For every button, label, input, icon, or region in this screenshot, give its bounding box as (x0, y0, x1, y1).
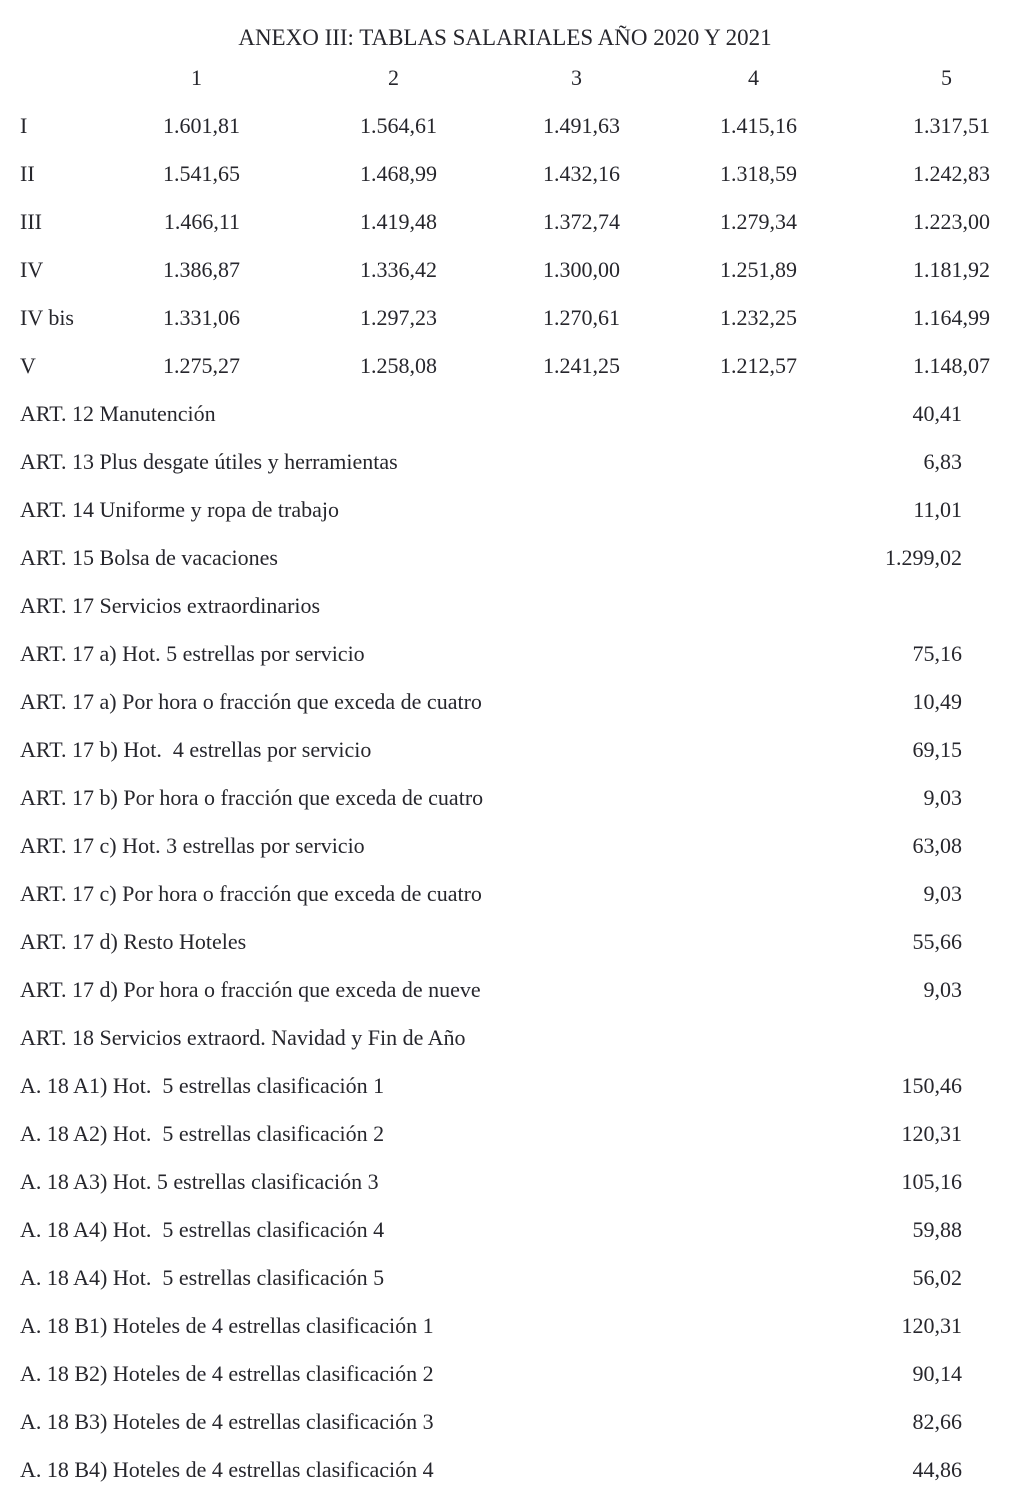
article-value: 63,08 (912, 833, 962, 858)
article-value: 150,46 (901, 1073, 962, 1098)
article-value: 56,02 (912, 1265, 962, 1290)
salary-cell: 1.297,23 (360, 305, 437, 330)
article-row (20, 1158, 990, 1206)
article-row (20, 438, 990, 486)
article-value: 90,14 (912, 1361, 962, 1386)
salary-cell: 1.241,25 (543, 353, 620, 378)
salary-cell: 1.223,00 (913, 209, 990, 234)
salary-cell: 1.336,42 (360, 257, 437, 282)
article-value: 9,03 (923, 881, 962, 906)
salary-row (20, 150, 990, 198)
salary-row (20, 198, 990, 246)
article-label: ART. 17 c) Por hora o fracción que exceda de cuatro (20, 881, 482, 906)
salary-cell: 1.242,83 (913, 161, 990, 186)
salary-cell: 1.212,57 (720, 353, 797, 378)
article-value: 120,31 (901, 1121, 962, 1146)
salary-cell: 1.275,27 (163, 353, 240, 378)
column-header: 1 (191, 65, 202, 90)
page-title: ANEXO III: TABLAS SALARIALES AÑO 2020 Y 2021 (238, 25, 772, 50)
salary-cell: 1.318,59 (720, 161, 797, 186)
salary-cell: 1.541,65 (163, 161, 240, 186)
article-label: A. 18 A4) Hot. 5 estrellas clasificación 4 (20, 1217, 385, 1242)
salary-cell: 1.279,34 (720, 209, 797, 234)
article-label: ART. 13 Plus desgate útiles y herramientas (20, 449, 398, 474)
salary-cell: 1.386,87 (163, 257, 240, 282)
article-label: ART. 17 a) Por hora o fracción que exceda de cuatro (20, 689, 482, 714)
article-label: A. 18 B2) Hoteles de 4 estrellas clasificación 2 (20, 1361, 434, 1386)
salary-cell: 1.164,99 (913, 305, 990, 330)
salary-cell: 1.466,11 (163, 209, 240, 234)
article-label: A. 18 B1) Hoteles de 4 estrellas clasificación 1 (20, 1313, 434, 1338)
article-label: ART. 18 Servicios extraord. Navidad y Fin de Año (20, 1025, 466, 1050)
article-row (20, 1206, 990, 1254)
article-value: 10,49 (912, 689, 962, 714)
article-row (20, 582, 990, 630)
salary-cell: 1.491,63 (543, 113, 620, 138)
article-row (20, 1014, 990, 1062)
article-row (20, 534, 990, 582)
article-label: ART. 17 c) Hot. 3 estrellas por servicio (20, 833, 365, 858)
article-value: 69,15 (912, 737, 962, 762)
corner-cell (20, 54, 135, 102)
column-header: 3 (571, 65, 582, 90)
article-row (20, 1350, 990, 1398)
article-row (20, 1062, 990, 1110)
article-row (20, 1302, 990, 1350)
article-label: ART. 17 a) Hot. 5 estrellas por servicio (20, 641, 365, 666)
article-label: A. 18 B3) Hoteles de 4 estrellas clasificación 3 (20, 1409, 434, 1434)
article-value: 1.299,02 (885, 545, 962, 570)
article-label: A. 18 A3) Hot. 5 estrellas clasificación 3 (20, 1169, 379, 1194)
article-row (20, 918, 990, 966)
salary-cell: 1.251,89 (720, 257, 797, 282)
article-value: 120,31 (901, 1313, 962, 1338)
salary-table (20, 54, 990, 390)
article-row (20, 486, 990, 534)
category-label: IV bis (20, 305, 74, 330)
article-row (20, 390, 990, 438)
salary-cell: 1.232,25 (720, 305, 797, 330)
article-row (20, 822, 990, 870)
column-header: 2 (388, 65, 399, 90)
salary-cell: 1.181,92 (913, 257, 990, 282)
salary-row (20, 102, 990, 150)
salary-cell: 1.468,99 (360, 161, 437, 186)
article-value: 9,03 (923, 785, 962, 810)
article-row (20, 870, 990, 918)
column-header: 4 (748, 65, 759, 90)
article-value: 44,86 (912, 1457, 962, 1482)
article-label: ART. 17 Servicios extraordinarios (20, 593, 321, 618)
category-label: IV (20, 257, 44, 282)
article-row (20, 1254, 990, 1302)
salary-row (20, 342, 990, 390)
article-row (20, 966, 990, 1014)
salary-cell: 1.148,07 (913, 353, 990, 378)
article-row (20, 678, 990, 726)
salary-cell: 1.331,06 (163, 305, 240, 330)
article-value: 9,03 (923, 977, 962, 1002)
salary-cell: 1.415,16 (720, 113, 797, 138)
article-row (20, 630, 990, 678)
salary-cell: 1.601,81 (163, 113, 240, 138)
article-value: 40,41 (912, 401, 962, 426)
article-label: ART. 14 Uniforme y ropa de trabajo (20, 497, 340, 522)
article-label: ART. 17 d) Resto Hoteles (20, 929, 247, 954)
article-row (20, 1110, 990, 1158)
salary-row (20, 246, 990, 294)
article-label: A. 18 A4) Hot. 5 estrellas clasificación 5 (20, 1265, 385, 1290)
article-label: ART. 17 b) Por hora o fracción que exceda de cuatro (20, 785, 484, 810)
article-label: ART. 12 Manutención (20, 401, 216, 426)
salary-cell: 1.372,74 (543, 209, 620, 234)
salary-cell: 1.300,00 (543, 257, 620, 282)
article-value: 105,16 (901, 1169, 962, 1194)
article-label: ART. 17 b) Hot. 4 estrellas por servicio (20, 737, 372, 762)
salary-cell: 1.317,51 (913, 113, 990, 138)
article-label: A. 18 A1) Hot. 5 estrellas clasificación 1 (20, 1073, 385, 1098)
salary-cell: 1.432,16 (543, 161, 620, 186)
article-label: A. 18 A2) Hot. 5 estrellas clasificación 2 (20, 1121, 385, 1146)
category-label: I (20, 113, 28, 138)
article-row (20, 1446, 990, 1486)
article-row (20, 726, 990, 774)
article-label: ART. 15 Bolsa de vacaciones (20, 545, 278, 570)
salary-cell: 1.564,61 (360, 113, 437, 138)
article-value: 55,66 (912, 929, 962, 954)
article-value: 11,01 (913, 497, 962, 522)
salary-header-row (20, 54, 990, 102)
article-value: 82,66 (912, 1409, 962, 1434)
salary-cell: 1.258,08 (360, 353, 437, 378)
article-value: 59,88 (912, 1217, 962, 1242)
article-value: 6,83 (923, 449, 962, 474)
salary-cell: 1.270,61 (543, 305, 620, 330)
category-label: II (20, 161, 35, 186)
salary-cell: 1.419,48 (360, 209, 437, 234)
article-row (20, 774, 990, 822)
article-label: A. 18 B4) Hoteles de 4 estrellas clasificación 4 (20, 1457, 434, 1482)
article-row (20, 1398, 990, 1446)
category-label: V (20, 353, 36, 378)
column-header: 5 (941, 65, 952, 90)
category-label: III (20, 209, 42, 234)
article-label: ART. 17 d) Por hora o fracción que exceda de nueve (20, 977, 481, 1002)
article-value: 75,16 (912, 641, 962, 666)
articles-list (20, 390, 990, 1486)
salary-row (20, 294, 990, 342)
